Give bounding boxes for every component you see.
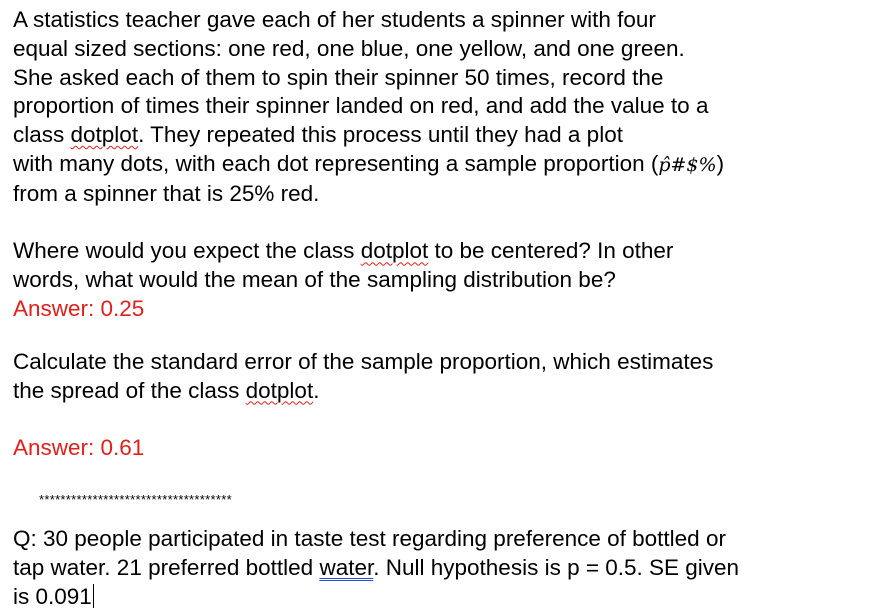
text-segment: class — [13, 122, 71, 148]
text-segment: the spread of the class — [13, 377, 246, 403]
text-line — [13, 150, 863, 180]
document-body[interactable] — [13, 6, 863, 611]
question-1 — [13, 237, 863, 323]
text-line — [13, 583, 863, 612]
p-hat-symbol: p̂#$% — [658, 153, 717, 176]
answer-text: Answer: 0.25 — [13, 295, 145, 321]
grammar-flagged-word[interactable]: water — [319, 554, 374, 580]
text-line — [13, 121, 863, 150]
text-line: Calculate the standard error of the sample proportion, which estimates — [13, 348, 714, 374]
misspelled-word[interactable]: dotplot — [360, 238, 429, 264]
text-line: from a spinner that is 25% red. — [13, 180, 320, 206]
intro-paragraph — [13, 6, 863, 209]
text-cursor — [93, 584, 94, 608]
question-2 — [13, 348, 863, 463]
misspelled-word[interactable]: dotplot — [245, 377, 314, 403]
text-line: A statistics teacher gave each of her students a spinner with four — [13, 7, 656, 32]
text-line: She asked each of them to spin their spinner 50 times, record the — [13, 64, 664, 90]
text-line: proportion of times their spinner landed on red, and add the value to a — [13, 93, 709, 119]
blank-line — [13, 405, 863, 434]
text-segment: ) — [716, 150, 725, 176]
text-line — [13, 554, 863, 583]
separator-line: ************************************ — [39, 491, 232, 507]
text-segment: . Null hypothesis is p = 0.5. SE given — [373, 554, 740, 580]
blank-line — [13, 463, 863, 493]
text-line: words, what would the mean of the sampling distribution be? — [13, 267, 616, 293]
text-segment: is 0.091 — [13, 583, 92, 609]
text-segment: . They repeated this process until they had a plot — [138, 122, 623, 148]
text-line: Q: 30 people participated in taste test regarding preference of bottled or — [13, 525, 726, 551]
text-line — [13, 377, 863, 406]
question-3 — [13, 525, 863, 611]
text-segment: Where would you expect the class — [13, 238, 361, 264]
text-segment: with many dots, with each dot representing a sample proportion ( — [13, 150, 659, 176]
misspelled-word[interactable]: dotplot — [70, 122, 139, 148]
text-segment: tap water. 21 preferred bottled — [13, 554, 320, 580]
text-segment: to be centered? In other — [428, 238, 674, 264]
text-segment: . — [313, 377, 320, 403]
answer-text: Answer: 0.61 — [13, 435, 145, 461]
text-line — [13, 237, 863, 266]
blank-line — [13, 507, 863, 525]
blank-line — [13, 209, 863, 238]
text-line: equal sized sections: one red, one blue, one yellow, and one green. — [13, 35, 685, 61]
blank-line — [13, 324, 863, 348]
